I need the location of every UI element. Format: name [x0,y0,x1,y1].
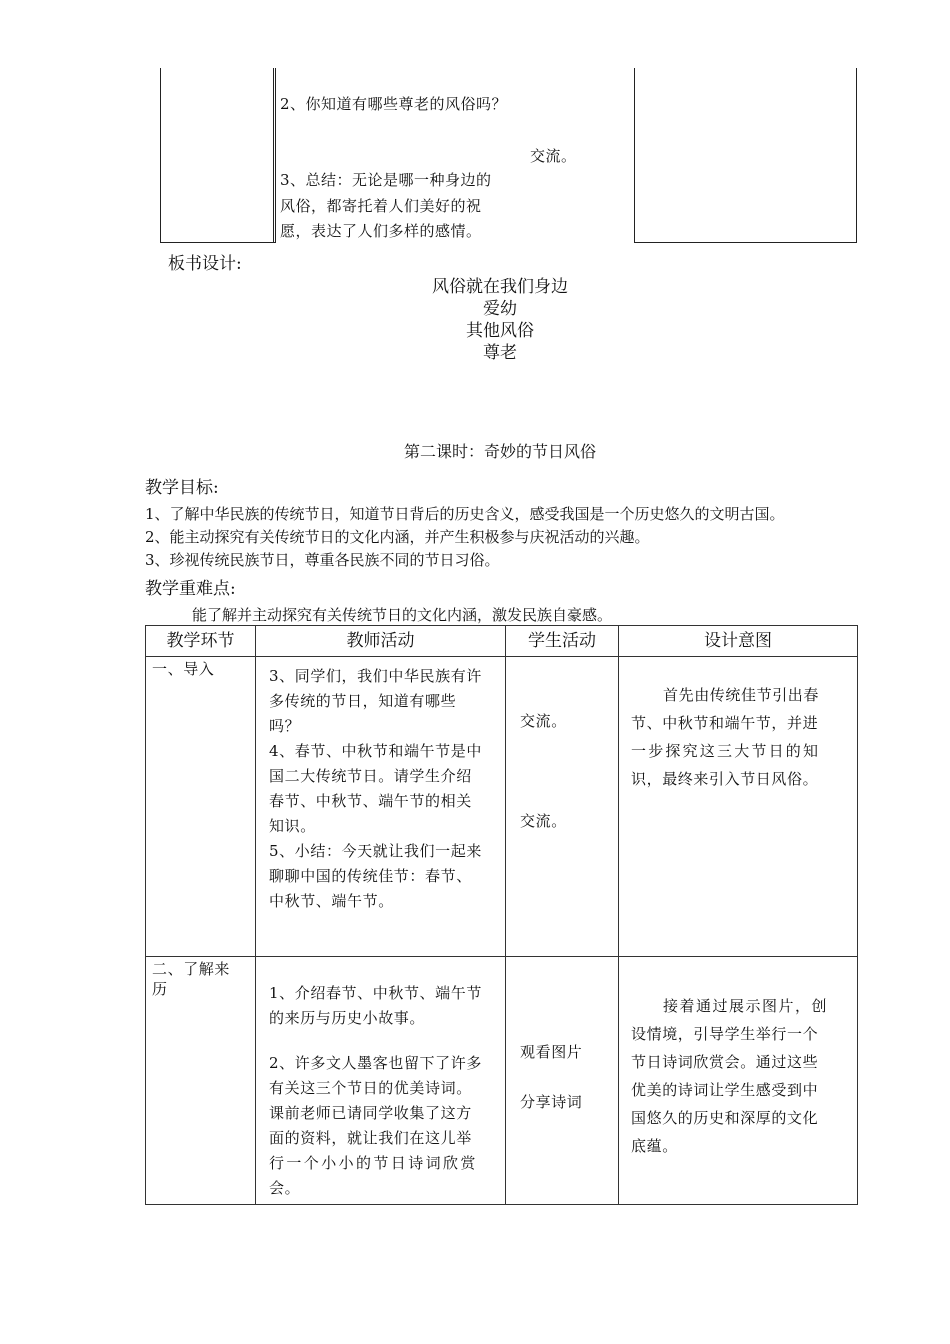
intent-line: 国悠久的历史和深厚的文化 [631,1109,819,1127]
col-header-teacher: 教师活动 [256,626,506,657]
top-table-border [273,68,274,243]
intent-line: 识，最终来引入节日风俗。 [631,770,819,788]
teacher-line: 知识。 [269,817,316,835]
intent-line: 节、中秋节和端午节，并进 [631,714,819,732]
lesson-title: 第二课时：奇妙的节日风俗 [403,442,596,461]
intent-line: 接着通过展示图片，创 [663,997,829,1015]
teacher-line: 5、小结：今天就让我们一起来 [269,842,482,860]
teacher-line: 3、同学们，我们中华民族有许 [269,667,482,685]
teacher-line: 有关这三个节日的优美诗词。 [269,1079,472,1097]
intent-line: 首先由传统佳节引出春 [663,686,820,704]
teacher-line: 春节、中秋节、端午节的相关 [269,792,472,810]
intent-line: 节日诗词欣赏会。通过这些 [631,1053,819,1071]
col-header-stage: 教学环节 [146,626,256,657]
teacher-line: 的来历与历史小故事。 [269,1009,426,1027]
board-line: 其他风俗 [466,321,534,341]
top-item-2: 2、你知道有哪些尊老的风俗吗？ [280,95,508,113]
table-row [146,657,858,957]
top-table-border [160,242,276,243]
key-heading: 教学重难点: [145,579,236,599]
teacher-line: 国二大传统节日。请学生介绍 [269,767,472,785]
teacher-line: 4、春节、中秋节和端午节是中 [269,742,482,760]
top-item-3-line: 3、总结：无论是哪一种身边的 [280,171,492,189]
intent-line: 一步探究这三大节日的知 [631,742,821,760]
board-line: 爱幼 [483,299,517,319]
goals-heading: 教学目标: [145,478,219,498]
table-header-row [146,626,858,657]
teacher-line: 课前老师已请同学收集了这方 [269,1104,472,1122]
teacher-line: 1、介绍春节、中秋节、端午节 [269,984,482,1002]
teacher-line: 吗？ [269,717,301,735]
top-table-border [275,68,276,243]
intent-line: 设情境，引导学生举行一个 [631,1025,819,1043]
student-activity: 交流。 [520,712,567,730]
top-table-border [160,68,161,243]
teacher-line: 2、许多文人墨客也留下了许多 [269,1054,482,1072]
top-table-border [634,242,857,243]
top-item-3-line: 愿，表达了人们多样的感情。 [280,222,482,240]
stage-label: 历 [152,980,168,998]
intent-line: 优美的诗词让学生感受到中 [631,1081,819,1099]
intent-line: 底蕴。 [631,1137,678,1155]
student-activity: 交流。 [520,812,567,830]
top-table-border [634,68,635,243]
col-header-student: 学生活动 [506,626,619,657]
top-item-3-line: 风俗，都寄托着人们美好的祝 [280,197,482,215]
key-text: 能了解并主动探究有关传统节日的文化内涵，激发民族自豪感。 [192,606,613,624]
top-table-border [856,68,857,243]
board-line: 风俗就在我们身边 [432,277,568,297]
top-student-exchange: 交流。 [530,147,577,165]
goal-item: 1、了解中华民族的传统节日，知道节日背后的历史含义，感受我国是一个历史悠久的文明古国。 [145,505,785,523]
table-row [146,957,858,1205]
teacher-line: 多传统的节日，知道有哪些 [269,692,457,710]
teacher-line: 面的资料，就让我们在这儿举 [269,1129,472,1147]
board-line: 尊老 [483,343,517,363]
goal-item: 2、能主动探究有关传统节日的文化内涵，并产生积极参与庆祝活动的兴趣。 [145,528,650,546]
lesson-table [145,625,858,1205]
board-heading: 板书设计: [168,254,242,274]
student-activity: 观看图片 [520,1043,583,1061]
teacher-line: 中秋节、端午节。 [269,892,394,910]
teacher-line: 行一个小小的节日诗词欣赏 [269,1154,478,1172]
goal-item: 3、珍视传统民族节日，尊重各民族不同的节日习俗。 [145,551,500,569]
stage-label: 二、了解来 [152,960,231,978]
stage-label: 一、导入 [152,660,215,678]
student-activity: 分享诗词 [520,1093,583,1111]
col-header-intent: 设计意图 [619,626,858,657]
teacher-line: 会。 [269,1179,301,1197]
teacher-line: 聊聊中国的传统佳节：春节、 [269,867,472,885]
